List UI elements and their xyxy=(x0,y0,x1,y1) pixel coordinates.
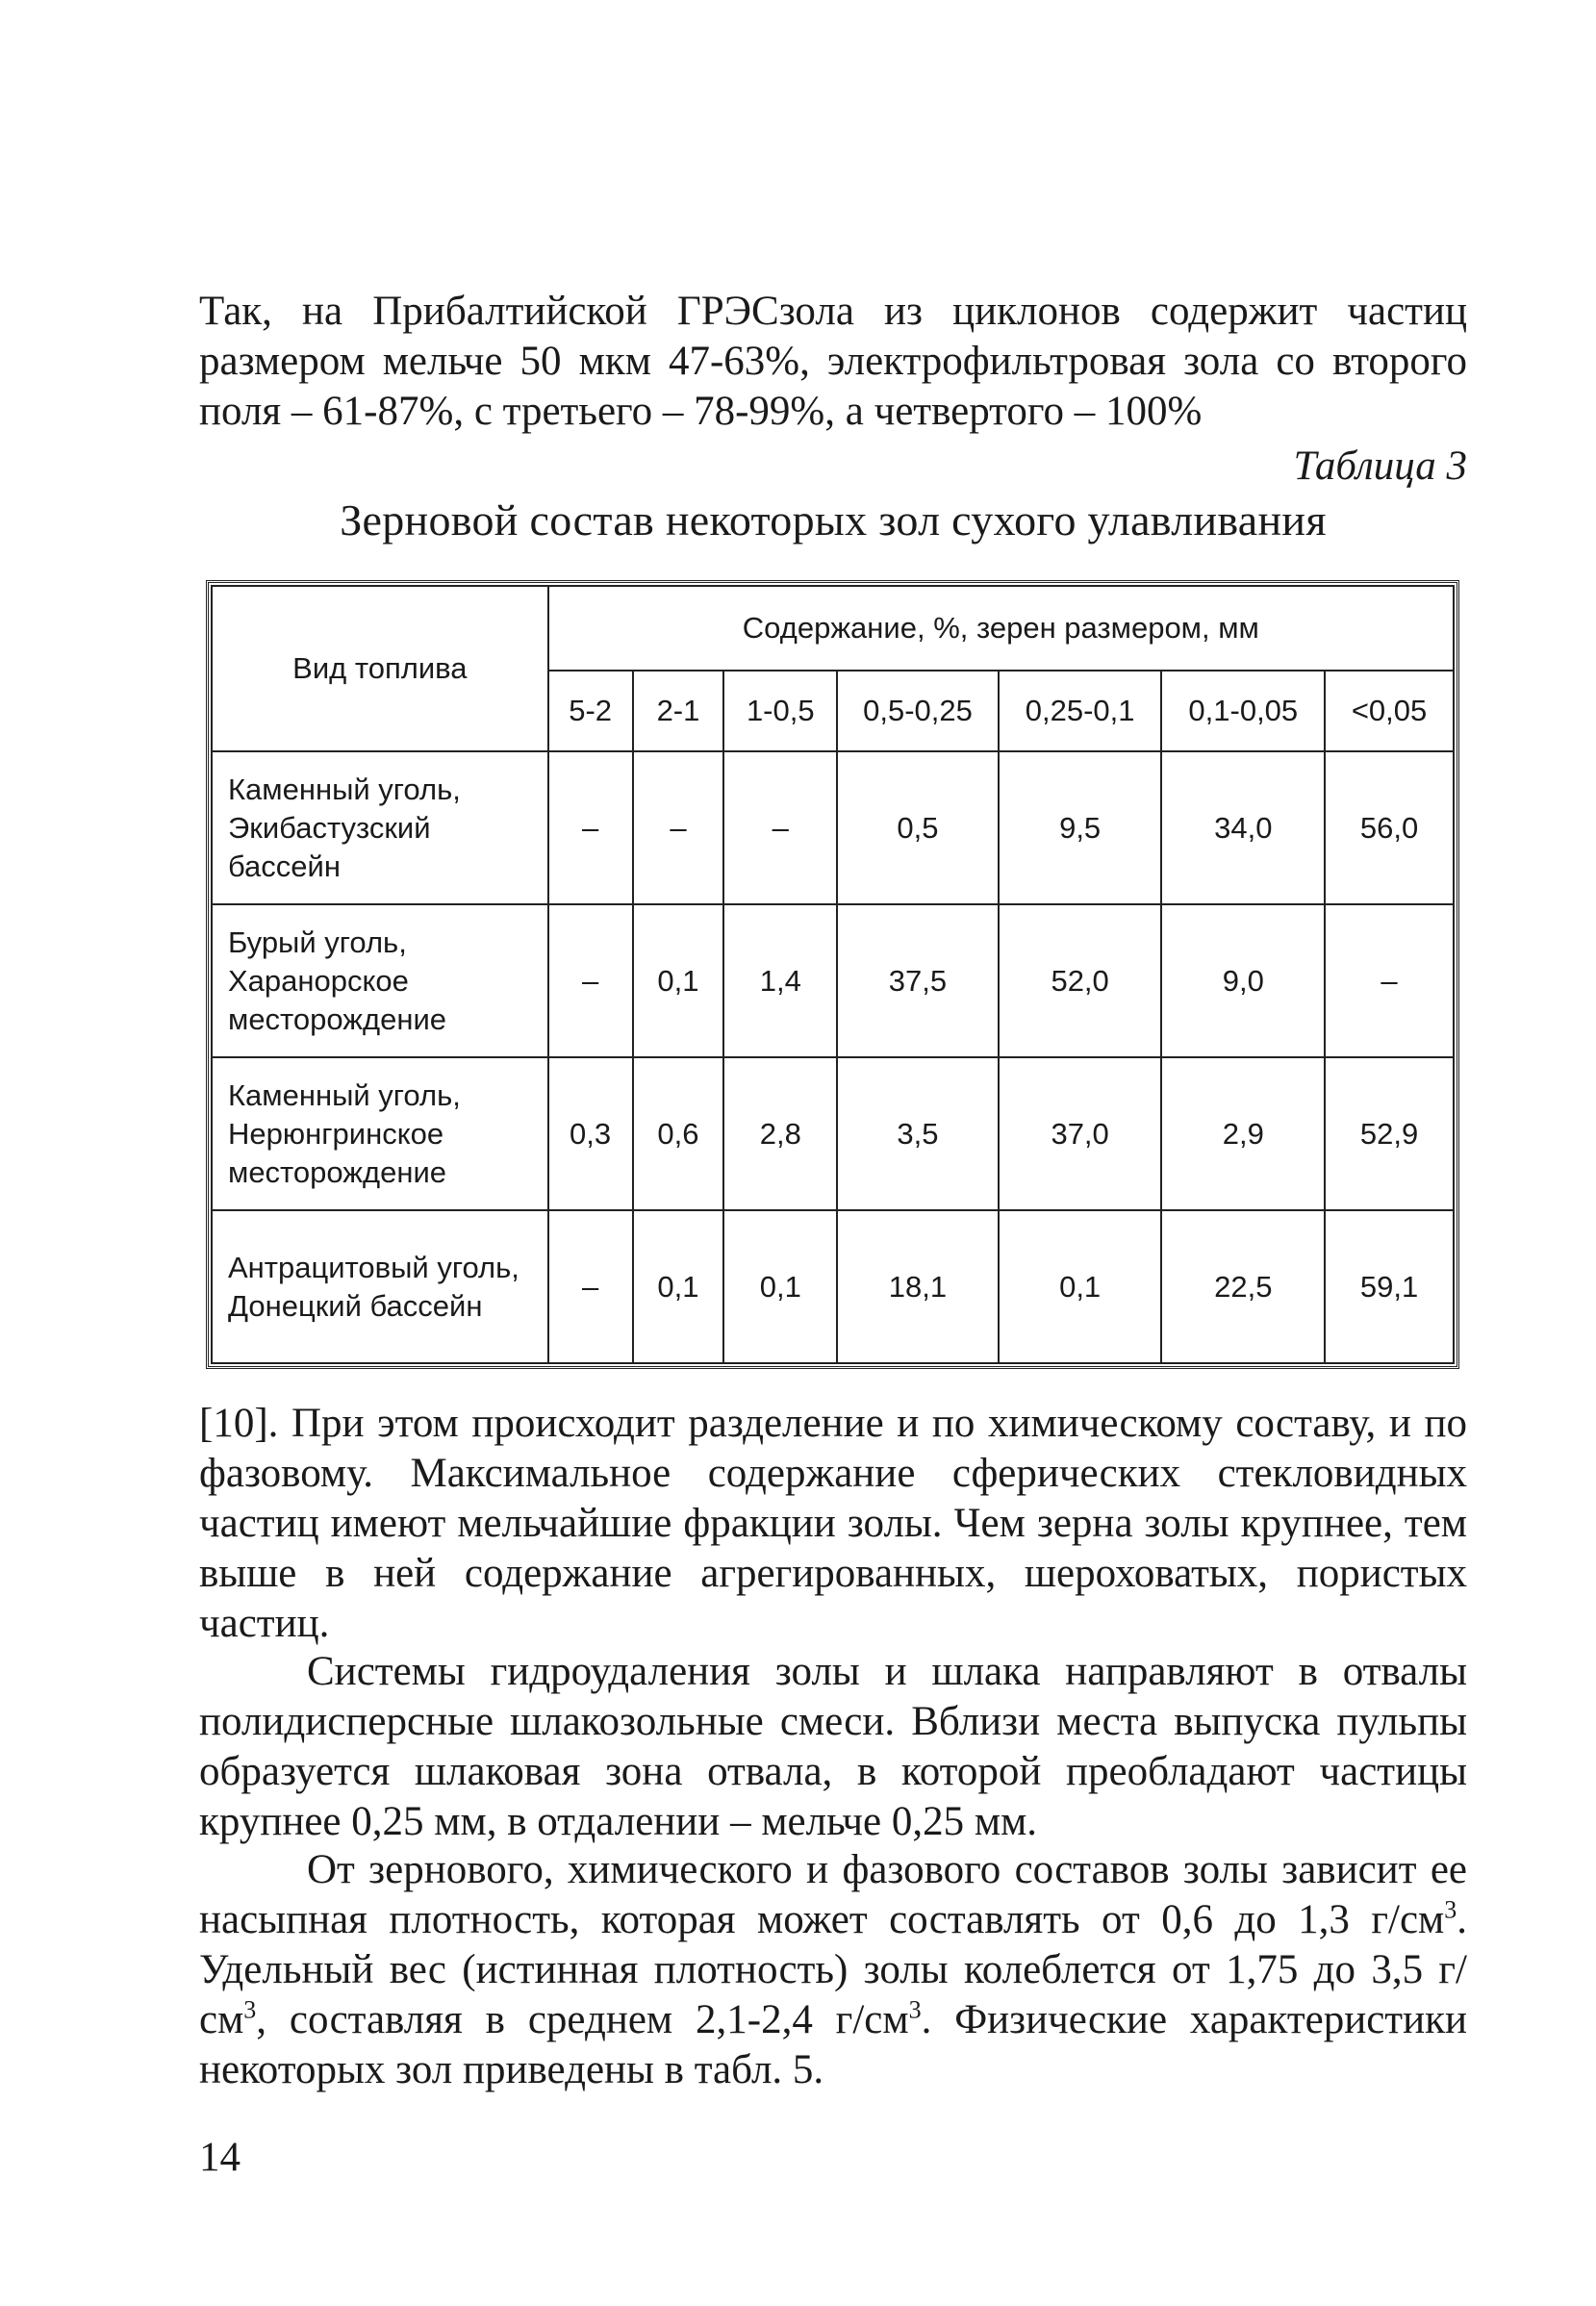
value-cell: – xyxy=(633,751,724,904)
value-cell: 18,1 xyxy=(837,1210,999,1363)
value-cell: 22,5 xyxy=(1161,1210,1325,1363)
value-cell: 34,0 xyxy=(1161,751,1325,904)
value-cell: 0,3 xyxy=(548,1057,633,1210)
header-content-percent: Содержание, %, зерен размером, мм xyxy=(548,586,1454,671)
header-fuel-type: Вид топлива xyxy=(212,586,548,751)
table-row xyxy=(212,1210,1454,1363)
value-cell: 2,9 xyxy=(1161,1057,1325,1210)
value-cell: 2,8 xyxy=(723,1057,837,1210)
value-cell: – xyxy=(723,751,837,904)
size-column-header: 1-0,5 xyxy=(723,671,837,751)
value-cell: 37,0 xyxy=(999,1057,1162,1210)
value-cell: 0,6 xyxy=(633,1057,724,1210)
page-number: 14 xyxy=(199,2135,241,2180)
table-title: Зерновой состав некоторых зол сухого улавливания xyxy=(340,495,1327,545)
value-cell: 0,5 xyxy=(837,751,999,904)
table-label: Таблица 3 xyxy=(1293,443,1467,489)
value-cell: 1,4 xyxy=(723,904,837,1057)
table-row xyxy=(212,904,1454,1057)
table-row xyxy=(212,1057,1454,1210)
grain-table-frame xyxy=(206,580,1459,1369)
value-cell: 0,1 xyxy=(633,904,724,1057)
table-header-row xyxy=(212,586,1454,671)
value-cell: – xyxy=(548,904,633,1057)
fuel-type-cell: Каменный уголь, Экибастузский бассейн xyxy=(212,751,548,904)
size-column-header: 5-2 xyxy=(548,671,633,751)
density-text-4: . Физические характеристики некоторых зол приведены в табл. 5. xyxy=(199,1997,1468,2092)
value-cell: 3,5 xyxy=(837,1057,999,1210)
grain-composition-table xyxy=(211,585,1455,1364)
value-cell: 0,1 xyxy=(633,1210,724,1363)
value-cell: 52,0 xyxy=(999,904,1162,1057)
value-cell: 0,1 xyxy=(723,1210,837,1363)
paragraph-separation: [10]. При этом происходит разделение и по химическому составу, и по фазовому. Максимальное содержание сферических стекловидных частиц имеют мельчайшие фракции золы. Чем зерна золы крупнее, тем выше в ней содержание агрегированных, шероховатых, пористых частиц. xyxy=(199,1401,1467,1646)
value-cell: 9,0 xyxy=(1161,904,1325,1057)
size-column-header: 0,5-0,25 xyxy=(837,671,999,751)
value-cell: – xyxy=(548,751,633,904)
paragraph-hydro-removal: Системы гидроудаления золы и шлака направляют в отвалы полидисперсные шлакозольные смеси. Вблизи места выпуска пульпы образуется шлаковая зона отвала, в которой преобладают частицы крупнее 0,25 мм, в отдалении – мельче 0,25 мм. xyxy=(199,1649,1467,1844)
superscript: 3 xyxy=(908,1995,922,2024)
value-cell: – xyxy=(1325,904,1454,1057)
value-cell: 0,1 xyxy=(999,1210,1162,1363)
fuel-type-cell: Каменный уголь, Нерюнгринское месторождение xyxy=(212,1057,548,1210)
density-text-2: . Удельный вес (истинная плотность) золы колеблется от 1,75 до 3,5 г/см xyxy=(199,1897,1467,2042)
table-row xyxy=(212,751,1454,904)
size-column-header: 2-1 xyxy=(633,671,724,751)
size-column-header: <0,05 xyxy=(1325,671,1454,751)
value-cell: 59,1 xyxy=(1325,1210,1454,1363)
density-text-1: От зернового, химического и фазового составов золы зависит ее насыпная плотность, которая может составлять от 0,6 до 1,3 г/см xyxy=(199,1847,1467,1942)
size-column-header: 0,1-0,05 xyxy=(1161,671,1325,751)
value-cell: 37,5 xyxy=(837,904,999,1057)
value-cell: 9,5 xyxy=(999,751,1162,904)
fuel-type-cell: Антрацитовый уголь, Донецкий бассейн xyxy=(212,1210,548,1363)
paragraph-intro: Так, на Прибалтийской ГРЭСзола из циклонов содержит частиц размером мельче 50 мкм 47-63%, электрофильтровая зола со второго поля – 61-87%, с третьего – 78-99%, а четвертого – 100% xyxy=(199,289,1467,434)
superscript: 3 xyxy=(1444,1895,1457,1924)
value-cell: 56,0 xyxy=(1325,751,1454,904)
size-column-header: 0,25-0,1 xyxy=(999,671,1162,751)
paragraph-density xyxy=(199,1845,1467,2095)
density-text-3: , составляя в среднем 2,1-2,4 г/см xyxy=(256,1997,909,2042)
value-cell: – xyxy=(548,1210,633,1363)
superscript: 3 xyxy=(243,1995,257,2024)
value-cell: 52,9 xyxy=(1325,1057,1454,1210)
fuel-type-cell: Бурый уголь, Харанорское месторождение xyxy=(212,904,548,1057)
